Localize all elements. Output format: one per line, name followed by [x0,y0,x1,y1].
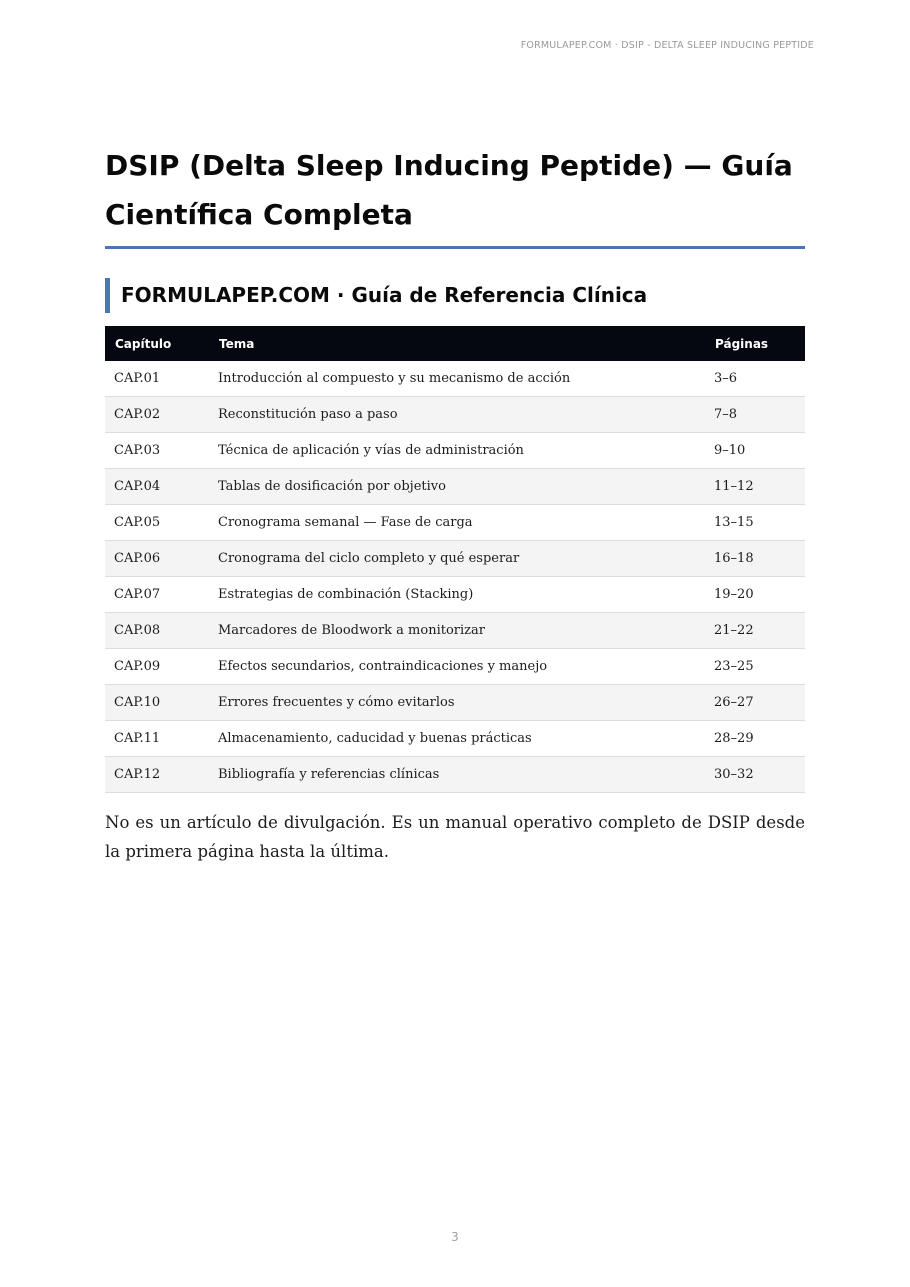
chapter-cell: CAP.09 [105,649,209,685]
chapter-cell: CAP.12 [105,757,209,793]
pages-cell: 16–18 [705,541,805,577]
title-divider [105,246,805,249]
chapter-cell: CAP.06 [105,541,209,577]
intro-paragraph: No es un artículo de divulgación. Es un manual operativo completo de DSIP desde la primera página hasta la última. [105,813,805,861]
column-header-chapter: Capítulo [105,326,209,361]
table-row [105,685,805,721]
topic-cell: Cronograma del ciclo completo y qué esperar [209,541,705,577]
pages-cell: 30–32 [705,757,805,793]
topic-cell: Reconstitución paso a paso [209,397,705,433]
pages-cell: 9–10 [705,433,805,469]
page-number: 3 [451,1230,459,1244]
topic-cell: Cronograma semanal — Fase de carga [209,505,705,541]
topic-cell: Bibliografía y referencias clínicas [209,757,705,793]
chapters-table [105,326,805,793]
table-row [105,613,805,649]
table-row [105,577,805,613]
table-row [105,397,805,433]
chapter-cell: CAP.04 [105,469,209,505]
column-header-topic: Tema [209,326,705,361]
table-row [105,649,805,685]
section-heading-text: FORMULAPEP.COM · Guía de Referencia Clínica [121,283,648,307]
table-row [105,505,805,541]
table-row [105,541,805,577]
chapter-cell: CAP.03 [105,433,209,469]
pages-cell: 26–27 [705,685,805,721]
pages-cell: 28–29 [705,721,805,757]
pages-cell: 13–15 [705,505,805,541]
chapter-cell: CAP.08 [105,613,209,649]
topic-cell: Técnica de aplicación y vías de administración [209,433,705,469]
running-header: FORMULAPEP.COM · DSIP - DELTA SLEEP INDUCING PEPTIDE [520,40,814,51]
chapter-cell: CAP.01 [105,361,209,397]
column-header-pages: Páginas [705,326,805,361]
table-row [105,433,805,469]
chapter-cell: CAP.10 [105,685,209,721]
chapter-cell: CAP.07 [105,577,209,613]
chapter-cell: CAP.02 [105,397,209,433]
section-heading [105,278,805,313]
topic-cell: Tablas de dosificación por objetivo [209,469,705,505]
pages-cell: 19–20 [705,577,805,613]
page-title: DSIP (Delta Sleep Inducing Peptide) — Guía Científica Completa [105,149,793,231]
topic-cell: Introducción al compuesto y su mecanismo de acción [209,361,705,397]
pages-cell: 11–12 [705,469,805,505]
pages-cell: 21–22 [705,613,805,649]
topic-cell: Almacenamiento, caducidad y buenas prácticas [209,721,705,757]
topic-cell: Estrategias de combinación (Stacking) [209,577,705,613]
section-accent-bar [105,278,110,313]
pages-cell: 3–6 [705,361,805,397]
table-row [105,721,805,757]
pages-cell: 23–25 [705,649,805,685]
table-header-row [105,326,805,361]
topic-cell: Errores frecuentes y cómo evitarlos [209,685,705,721]
chapter-cell: CAP.11 [105,721,209,757]
pages-cell: 7–8 [705,397,805,433]
table-row [105,757,805,793]
table-row [105,469,805,505]
topic-cell: Marcadores de Bloodwork a monitorizar [209,613,705,649]
chapter-cell: CAP.05 [105,505,209,541]
topic-cell: Efectos secundarios, contraindicaciones y manejo [209,649,705,685]
table-row [105,361,805,397]
